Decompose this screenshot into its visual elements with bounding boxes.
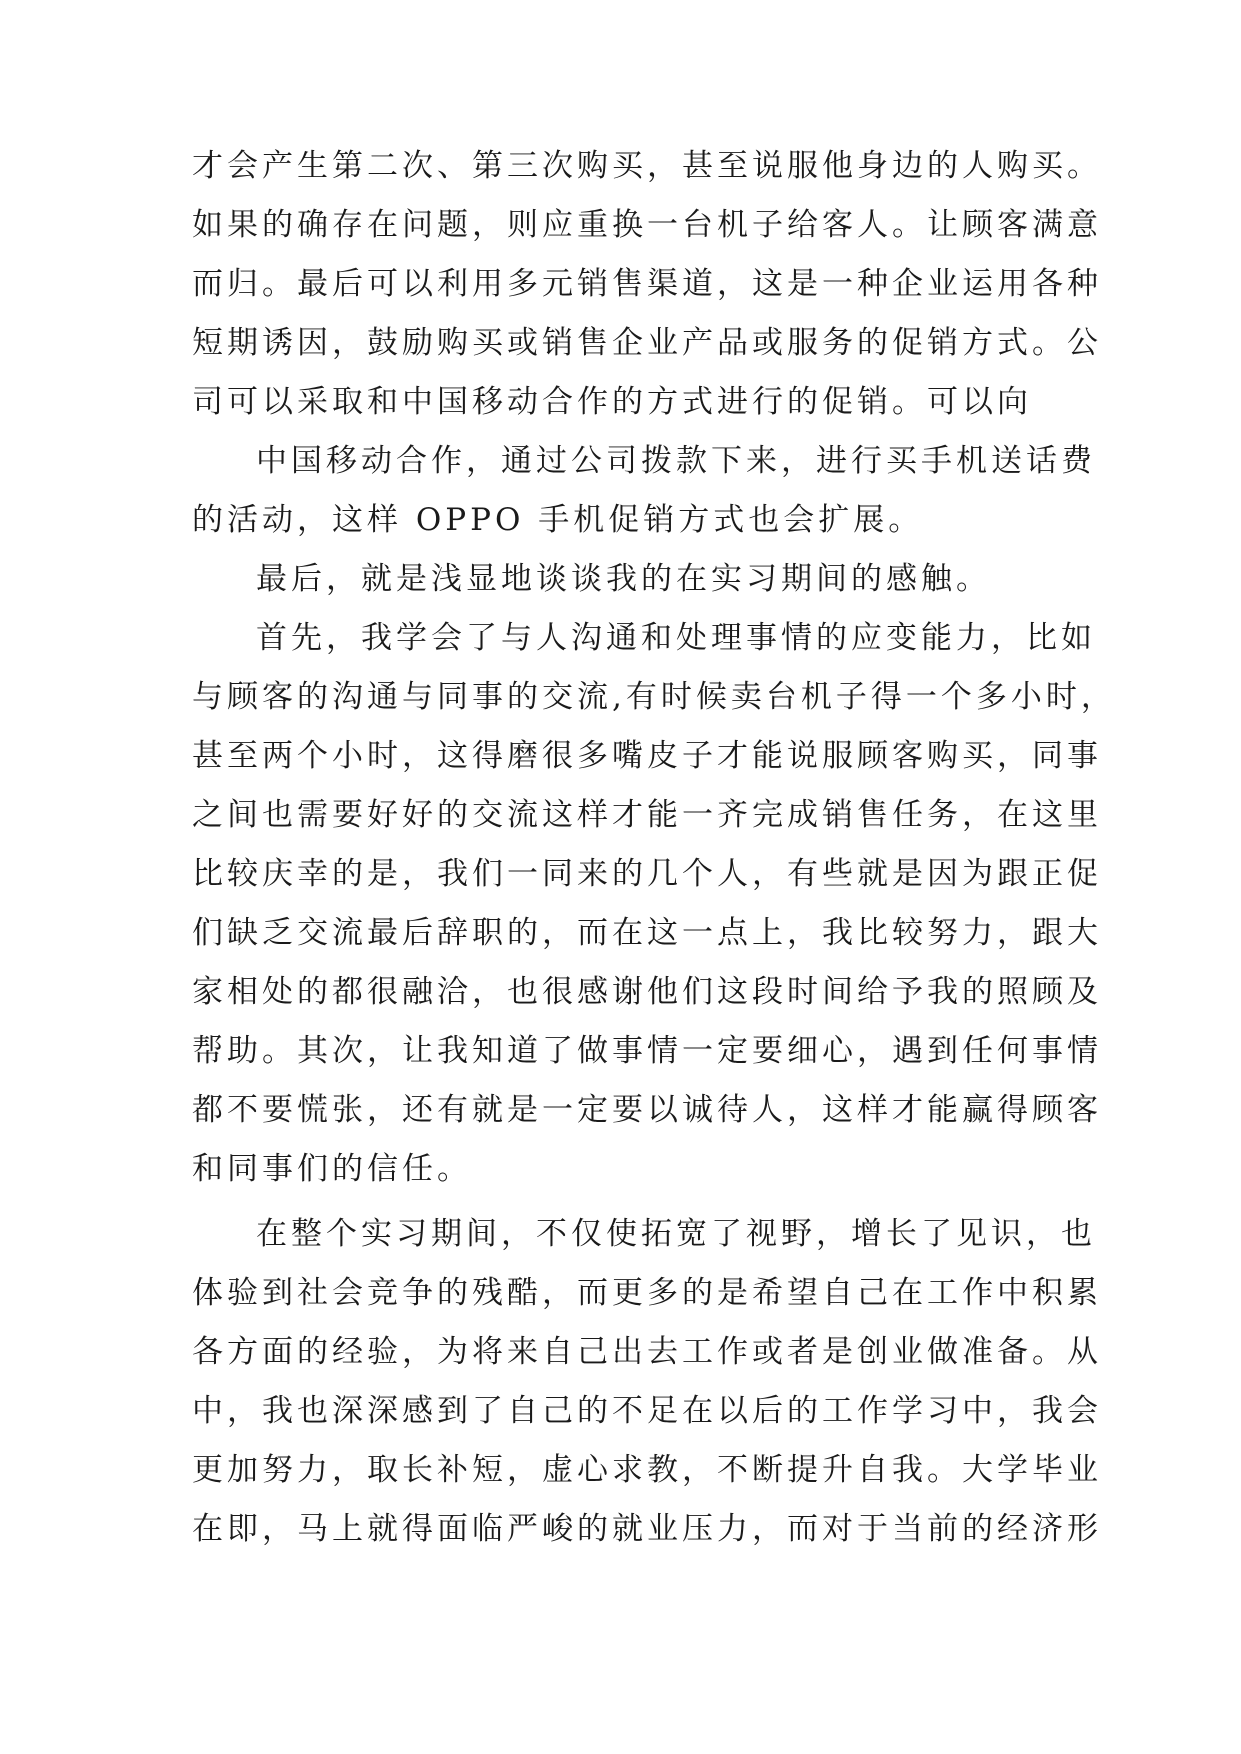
- text-line: 更加努力，取长补短，虚心求教，不断提升自我。大学毕业: [192, 1452, 1102, 1488]
- text-line: 体验到社会竞争的残酷，而更多的是希望自己在工作中积累: [192, 1275, 1102, 1311]
- text-line: 与顾客的沟通与同事的交流,有时候卖台机子得一个多小时，: [192, 679, 1116, 715]
- text-line: 的活动，这样 OPPO 手机促销方式也会扩展。: [192, 502, 924, 538]
- text-line: 帮助。其次，让我知道了做事情一定要细心，遇到任何事情: [192, 1033, 1102, 1069]
- text-line: 中国移动合作，通过公司拨款下来，进行买手机送话费: [256, 443, 1096, 479]
- text-line: 在整个实习期间，不仅使拓宽了视野，增长了见识，也: [256, 1216, 1096, 1252]
- text-line: 在即，马上就得面临严峻的就业压力，而对于当前的经济形: [192, 1511, 1102, 1547]
- text-line: 首先，我学会了与人沟通和处理事情的应变能力，比如: [256, 620, 1096, 656]
- text-line: 家相处的都很融洽，也很感谢他们这段时间给予我的照顾及: [192, 974, 1102, 1010]
- text-line: 之间也需要好好的交流这样才能一齐完成销售任务，在这里: [192, 797, 1102, 833]
- text-line: 甚至两个小时，这得磨很多嘴皮子才能说服顾客购买，同事: [192, 738, 1102, 774]
- text-line: 司可以采取和中国移动合作的方式进行的促销。可以向: [192, 384, 1032, 420]
- text-line: 最后，就是浅显地谈谈我的在实习期间的感触。: [256, 561, 991, 597]
- text-line: 如果的确存在问题，则应重换一台机子给客人。让顾客满意: [192, 207, 1102, 243]
- text-line: 各方面的经验，为将来自己出去工作或者是创业做准备。从: [192, 1334, 1102, 1370]
- text-line: 们缺乏交流最后辞职的，而在这一点上，我比较努力，跟大: [192, 915, 1102, 951]
- text-line: 比较庆幸的是，我们一同来的几个人，有些就是因为跟正促: [192, 856, 1102, 892]
- text-line: 和同事们的信任。: [192, 1151, 472, 1187]
- text-line: 而归。最后可以利用多元销售渠道，这是一种企业运用各种: [192, 266, 1102, 302]
- text-line: 中，我也深深感到了自己的不足在以后的工作学习中，我会: [192, 1393, 1102, 1429]
- text-line: 才会产生第二次、第三次购买，甚至说服他身边的人购买。: [192, 148, 1102, 184]
- text-line: 都不要慌张，还有就是一定要以诚待人，这样才能赢得顾客: [192, 1092, 1102, 1128]
- text-line: 短期诱因，鼓励购买或销售企业产品或服务的促销方式。公: [192, 325, 1102, 361]
